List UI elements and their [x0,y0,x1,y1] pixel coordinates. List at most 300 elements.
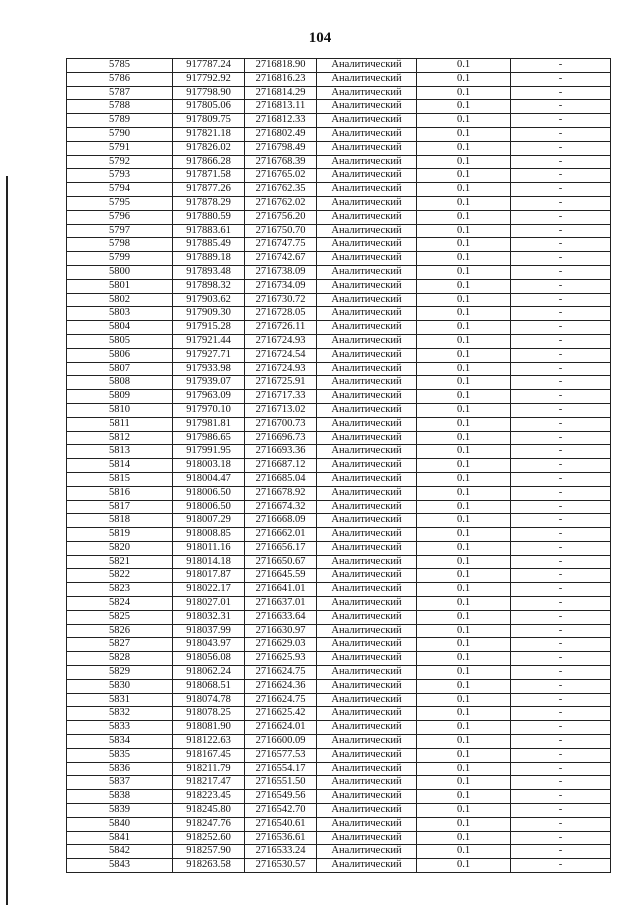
note-cell: - [511,348,611,362]
note-cell: - [511,155,611,169]
y-coordinate-cell: 2716762.02 [245,196,317,210]
note-cell: - [511,555,611,569]
y-coordinate-cell: 2716540.61 [245,817,317,831]
table-row [67,679,611,693]
x-coordinate-cell: 918004.47 [173,472,245,486]
x-coordinate-cell: 918008.85 [173,528,245,542]
table-row [67,376,611,390]
table-body [67,59,611,873]
x-coordinate-cell: 917883.61 [173,224,245,238]
accuracy-cell: 0.1 [417,169,511,183]
note-cell: - [511,666,611,680]
method-cell: Аналитический [317,224,417,238]
y-coordinate-cell: 2716768.39 [245,155,317,169]
table-row [67,183,611,197]
point-number-cell: 5821 [67,555,173,569]
table-row [67,169,611,183]
method-cell: Аналитический [317,445,417,459]
method-cell: Аналитический [317,362,417,376]
table-row [67,431,611,445]
method-cell: Аналитический [317,376,417,390]
point-number-cell: 5808 [67,376,173,390]
accuracy-cell: 0.1 [417,376,511,390]
y-coordinate-cell: 2716693.36 [245,445,317,459]
y-coordinate-cell: 2716747.75 [245,238,317,252]
table-row [67,72,611,86]
accuracy-cell: 0.1 [417,486,511,500]
table-row [67,638,611,652]
note-cell: - [511,679,611,693]
y-coordinate-cell: 2716678.92 [245,486,317,500]
point-number-cell: 5797 [67,224,173,238]
accuracy-cell: 0.1 [417,348,511,362]
table-row [67,238,611,252]
method-cell: Аналитический [317,514,417,528]
x-coordinate-cell: 918003.18 [173,459,245,473]
method-cell: Аналитический [317,541,417,555]
accuracy-cell: 0.1 [417,831,511,845]
note-cell: - [511,114,611,128]
note-cell: - [511,748,611,762]
y-coordinate-cell: 2716734.09 [245,279,317,293]
x-coordinate-cell: 918252.60 [173,831,245,845]
x-coordinate-cell: 918056.08 [173,652,245,666]
x-coordinate-cell: 917898.32 [173,279,245,293]
y-coordinate-cell: 2716713.02 [245,403,317,417]
table-row [67,500,611,514]
method-cell: Аналитический [317,707,417,721]
table-row [67,472,611,486]
point-number-cell: 5800 [67,265,173,279]
accuracy-cell: 0.1 [417,196,511,210]
accuracy-cell: 0.1 [417,252,511,266]
point-number-cell: 5818 [67,514,173,528]
margin-line [6,176,8,905]
x-coordinate-cell: 918014.18 [173,555,245,569]
table-row [67,610,611,624]
accuracy-cell: 0.1 [417,597,511,611]
x-coordinate-cell: 917821.18 [173,127,245,141]
accuracy-cell: 0.1 [417,334,511,348]
x-coordinate-cell: 917805.06 [173,100,245,114]
point-number-cell: 5786 [67,72,173,86]
table-row [67,652,611,666]
method-cell: Аналитический [317,776,417,790]
note-cell: - [511,859,611,873]
x-coordinate-cell: 917981.81 [173,417,245,431]
page-number: 104 [308,30,332,46]
y-coordinate-cell: 2716726.11 [245,321,317,335]
point-number-cell: 5801 [67,279,173,293]
note-cell: - [511,528,611,542]
accuracy-cell: 0.1 [417,569,511,583]
x-coordinate-cell: 918017.87 [173,569,245,583]
note-cell: - [511,224,611,238]
x-coordinate-cell: 918122.63 [173,735,245,749]
method-cell: Аналитический [317,183,417,197]
method-cell: Аналитический [317,859,417,873]
y-coordinate-cell: 2716685.04 [245,472,317,486]
table-row [67,445,611,459]
accuracy-cell: 0.1 [417,707,511,721]
note-cell: - [511,376,611,390]
note-cell: - [511,610,611,624]
x-coordinate-cell: 917927.71 [173,348,245,362]
y-coordinate-cell: 2716662.01 [245,528,317,542]
y-coordinate-cell: 2716630.97 [245,624,317,638]
point-number-cell: 5802 [67,293,173,307]
method-cell: Аналитический [317,169,417,183]
x-coordinate-cell: 917866.28 [173,155,245,169]
accuracy-cell: 0.1 [417,390,511,404]
table-row [67,776,611,790]
point-number-cell: 5795 [67,196,173,210]
note-cell: - [511,100,611,114]
point-number-cell: 5788 [67,100,173,114]
method-cell: Аналитический [317,279,417,293]
table-row [67,362,611,376]
y-coordinate-cell: 2716645.59 [245,569,317,583]
y-coordinate-cell: 2716668.09 [245,514,317,528]
method-cell: Аналитический [317,459,417,473]
accuracy-cell: 0.1 [417,403,511,417]
note-cell: - [511,514,611,528]
table-row [67,210,611,224]
point-number-cell: 5832 [67,707,173,721]
x-coordinate-cell: 918007.29 [173,514,245,528]
note-cell: - [511,707,611,721]
note-cell: - [511,472,611,486]
note-cell: - [511,445,611,459]
table-row [67,114,611,128]
table-row [67,666,611,680]
method-cell: Аналитический [317,472,417,486]
method-cell: Аналитический [317,321,417,335]
x-coordinate-cell: 917871.58 [173,169,245,183]
note-cell: - [511,307,611,321]
y-coordinate-cell: 2716641.01 [245,583,317,597]
accuracy-cell: 0.1 [417,638,511,652]
point-number-cell: 5828 [67,652,173,666]
table-row [67,321,611,335]
point-number-cell: 5790 [67,127,173,141]
note-cell: - [511,210,611,224]
method-cell: Аналитический [317,141,417,155]
table-row [67,252,611,266]
note-cell: - [511,638,611,652]
method-cell: Аналитический [317,652,417,666]
y-coordinate-cell: 2716724.93 [245,334,317,348]
x-coordinate-cell: 918006.50 [173,486,245,500]
table-row [67,155,611,169]
y-coordinate-cell: 2716600.09 [245,735,317,749]
point-number-cell: 5843 [67,859,173,873]
note-cell: - [511,762,611,776]
x-coordinate-cell: 918223.45 [173,790,245,804]
point-number-cell: 5791 [67,141,173,155]
accuracy-cell: 0.1 [417,845,511,859]
y-coordinate-cell: 2716765.02 [245,169,317,183]
table-row [67,224,611,238]
x-coordinate-cell: 917798.90 [173,86,245,100]
x-coordinate-cell: 917889.18 [173,252,245,266]
y-coordinate-cell: 2716816.23 [245,72,317,86]
table-row [67,141,611,155]
note-cell: - [511,417,611,431]
accuracy-cell: 0.1 [417,859,511,873]
point-number-cell: 5830 [67,679,173,693]
point-number-cell: 5826 [67,624,173,638]
method-cell: Аналитический [317,500,417,514]
table-row [67,624,611,638]
y-coordinate-cell: 2716554.17 [245,762,317,776]
note-cell: - [511,486,611,500]
accuracy-cell: 0.1 [417,362,511,376]
note-cell: - [511,721,611,735]
point-number-cell: 5837 [67,776,173,790]
method-cell: Аналитический [317,486,417,500]
y-coordinate-cell: 2716624.75 [245,693,317,707]
point-number-cell: 5839 [67,804,173,818]
y-coordinate-cell: 2716818.90 [245,59,317,73]
note-cell: - [511,293,611,307]
table-row [67,831,611,845]
note-cell: - [511,817,611,831]
y-coordinate-cell: 2716750.70 [245,224,317,238]
table-row [67,459,611,473]
point-number-cell: 5835 [67,748,173,762]
table-row [67,597,611,611]
note-cell: - [511,541,611,555]
x-coordinate-cell: 918167.45 [173,748,245,762]
table-row [67,417,611,431]
accuracy-cell: 0.1 [417,307,511,321]
method-cell: Аналитический [317,569,417,583]
y-coordinate-cell: 2716549.56 [245,790,317,804]
method-cell: Аналитический [317,210,417,224]
point-number-cell: 5810 [67,403,173,417]
note-cell: - [511,362,611,376]
point-number-cell: 5834 [67,735,173,749]
note-cell: - [511,735,611,749]
accuracy-cell: 0.1 [417,265,511,279]
point-number-cell: 5809 [67,390,173,404]
method-cell: Аналитический [317,845,417,859]
method-cell: Аналитический [317,555,417,569]
y-coordinate-cell: 2716530.57 [245,859,317,873]
note-cell: - [511,265,611,279]
y-coordinate-cell: 2716728.05 [245,307,317,321]
accuracy-cell: 0.1 [417,431,511,445]
y-coordinate-cell: 2716577.53 [245,748,317,762]
y-coordinate-cell: 2716724.54 [245,348,317,362]
table-row [67,845,611,859]
table-row [67,541,611,555]
y-coordinate-cell: 2716724.93 [245,362,317,376]
y-coordinate-cell: 2716700.73 [245,417,317,431]
point-number-cell: 5814 [67,459,173,473]
method-cell: Аналитический [317,114,417,128]
method-cell: Аналитический [317,59,417,73]
point-number-cell: 5805 [67,334,173,348]
y-coordinate-cell: 2716812.33 [245,114,317,128]
x-coordinate-cell: 917826.02 [173,141,245,155]
y-coordinate-cell: 2716650.67 [245,555,317,569]
x-coordinate-cell: 918068.51 [173,679,245,693]
method-cell: Аналитический [317,252,417,266]
note-cell: - [511,597,611,611]
method-cell: Аналитический [317,748,417,762]
point-number-cell: 5812 [67,431,173,445]
x-coordinate-cell: 917787.24 [173,59,245,73]
table-row [67,127,611,141]
point-number-cell: 5789 [67,114,173,128]
point-number-cell: 5823 [67,583,173,597]
table-row [67,348,611,362]
table-row [67,279,611,293]
accuracy-cell: 0.1 [417,776,511,790]
x-coordinate-cell: 918078.25 [173,707,245,721]
point-number-cell: 5794 [67,183,173,197]
method-cell: Аналитический [317,817,417,831]
note-cell: - [511,279,611,293]
note-cell: - [511,790,611,804]
note-cell: - [511,238,611,252]
accuracy-cell: 0.1 [417,624,511,638]
x-coordinate-cell: 918037.99 [173,624,245,638]
y-coordinate-cell: 2716625.93 [245,652,317,666]
method-cell: Аналитический [317,679,417,693]
method-cell: Аналитический [317,610,417,624]
x-coordinate-cell: 917809.75 [173,114,245,128]
method-cell: Аналитический [317,735,417,749]
note-cell: - [511,583,611,597]
y-coordinate-cell: 2716624.36 [245,679,317,693]
y-coordinate-cell: 2716656.17 [245,541,317,555]
x-coordinate-cell: 918263.58 [173,859,245,873]
x-coordinate-cell: 918074.78 [173,693,245,707]
accuracy-cell: 0.1 [417,500,511,514]
point-number-cell: 5793 [67,169,173,183]
method-cell: Аналитический [317,155,417,169]
y-coordinate-cell: 2716762.35 [245,183,317,197]
note-cell: - [511,845,611,859]
x-coordinate-cell: 917986.65 [173,431,245,445]
x-coordinate-cell: 917991.95 [173,445,245,459]
y-coordinate-cell: 2716674.32 [245,500,317,514]
y-coordinate-cell: 2716738.09 [245,265,317,279]
method-cell: Аналитический [317,638,417,652]
y-coordinate-cell: 2716802.49 [245,127,317,141]
table-row [67,859,611,873]
y-coordinate-cell: 2716624.75 [245,666,317,680]
method-cell: Аналитический [317,293,417,307]
method-cell: Аналитический [317,790,417,804]
table-row [67,514,611,528]
method-cell: Аналитический [317,348,417,362]
point-number-cell: 5825 [67,610,173,624]
accuracy-cell: 0.1 [417,817,511,831]
accuracy-cell: 0.1 [417,72,511,86]
point-number-cell: 5827 [67,638,173,652]
method-cell: Аналитический [317,721,417,735]
table-row [67,707,611,721]
point-number-cell: 5841 [67,831,173,845]
note-cell: - [511,569,611,583]
note-cell: - [511,196,611,210]
accuracy-cell: 0.1 [417,224,511,238]
y-coordinate-cell: 2716551.50 [245,776,317,790]
accuracy-cell: 0.1 [417,100,511,114]
y-coordinate-cell: 2716725.91 [245,376,317,390]
table-row [67,790,611,804]
note-cell: - [511,431,611,445]
point-number-cell: 5787 [67,86,173,100]
x-coordinate-cell: 917903.62 [173,293,245,307]
note-cell: - [511,252,611,266]
method-cell: Аналитический [317,86,417,100]
accuracy-cell: 0.1 [417,141,511,155]
y-coordinate-cell: 2716637.01 [245,597,317,611]
accuracy-cell: 0.1 [417,445,511,459]
method-cell: Аналитический [317,265,417,279]
point-number-cell: 5811 [67,417,173,431]
table-row [67,528,611,542]
accuracy-cell: 0.1 [417,472,511,486]
x-coordinate-cell: 918245.80 [173,804,245,818]
table-row [67,555,611,569]
x-coordinate-cell: 917963.09 [173,390,245,404]
point-number-cell: 5799 [67,252,173,266]
point-number-cell: 5831 [67,693,173,707]
accuracy-cell: 0.1 [417,459,511,473]
y-coordinate-cell: 2716633.64 [245,610,317,624]
method-cell: Аналитический [317,100,417,114]
note-cell: - [511,169,611,183]
y-coordinate-cell: 2716756.20 [245,210,317,224]
y-coordinate-cell: 2716542.70 [245,804,317,818]
point-number-cell: 5840 [67,817,173,831]
accuracy-cell: 0.1 [417,693,511,707]
x-coordinate-cell: 917792.92 [173,72,245,86]
note-cell: - [511,624,611,638]
y-coordinate-cell: 2716629.03 [245,638,317,652]
point-number-cell: 5813 [67,445,173,459]
point-number-cell: 5798 [67,238,173,252]
method-cell: Аналитический [317,666,417,680]
accuracy-cell: 0.1 [417,321,511,335]
point-number-cell: 5820 [67,541,173,555]
y-coordinate-cell: 2716742.67 [245,252,317,266]
x-coordinate-cell: 918006.50 [173,500,245,514]
x-coordinate-cell: 917921.44 [173,334,245,348]
note-cell: - [511,693,611,707]
method-cell: Аналитический [317,390,417,404]
x-coordinate-cell: 917880.59 [173,210,245,224]
note-cell: - [511,652,611,666]
method-cell: Аналитический [317,403,417,417]
point-number-cell: 5838 [67,790,173,804]
method-cell: Аналитический [317,238,417,252]
y-coordinate-cell: 2716536.61 [245,831,317,845]
note-cell: - [511,127,611,141]
point-number-cell: 5819 [67,528,173,542]
method-cell: Аналитический [317,624,417,638]
table-row [67,817,611,831]
table-row [67,100,611,114]
y-coordinate-cell: 2716696.73 [245,431,317,445]
point-number-cell: 5816 [67,486,173,500]
